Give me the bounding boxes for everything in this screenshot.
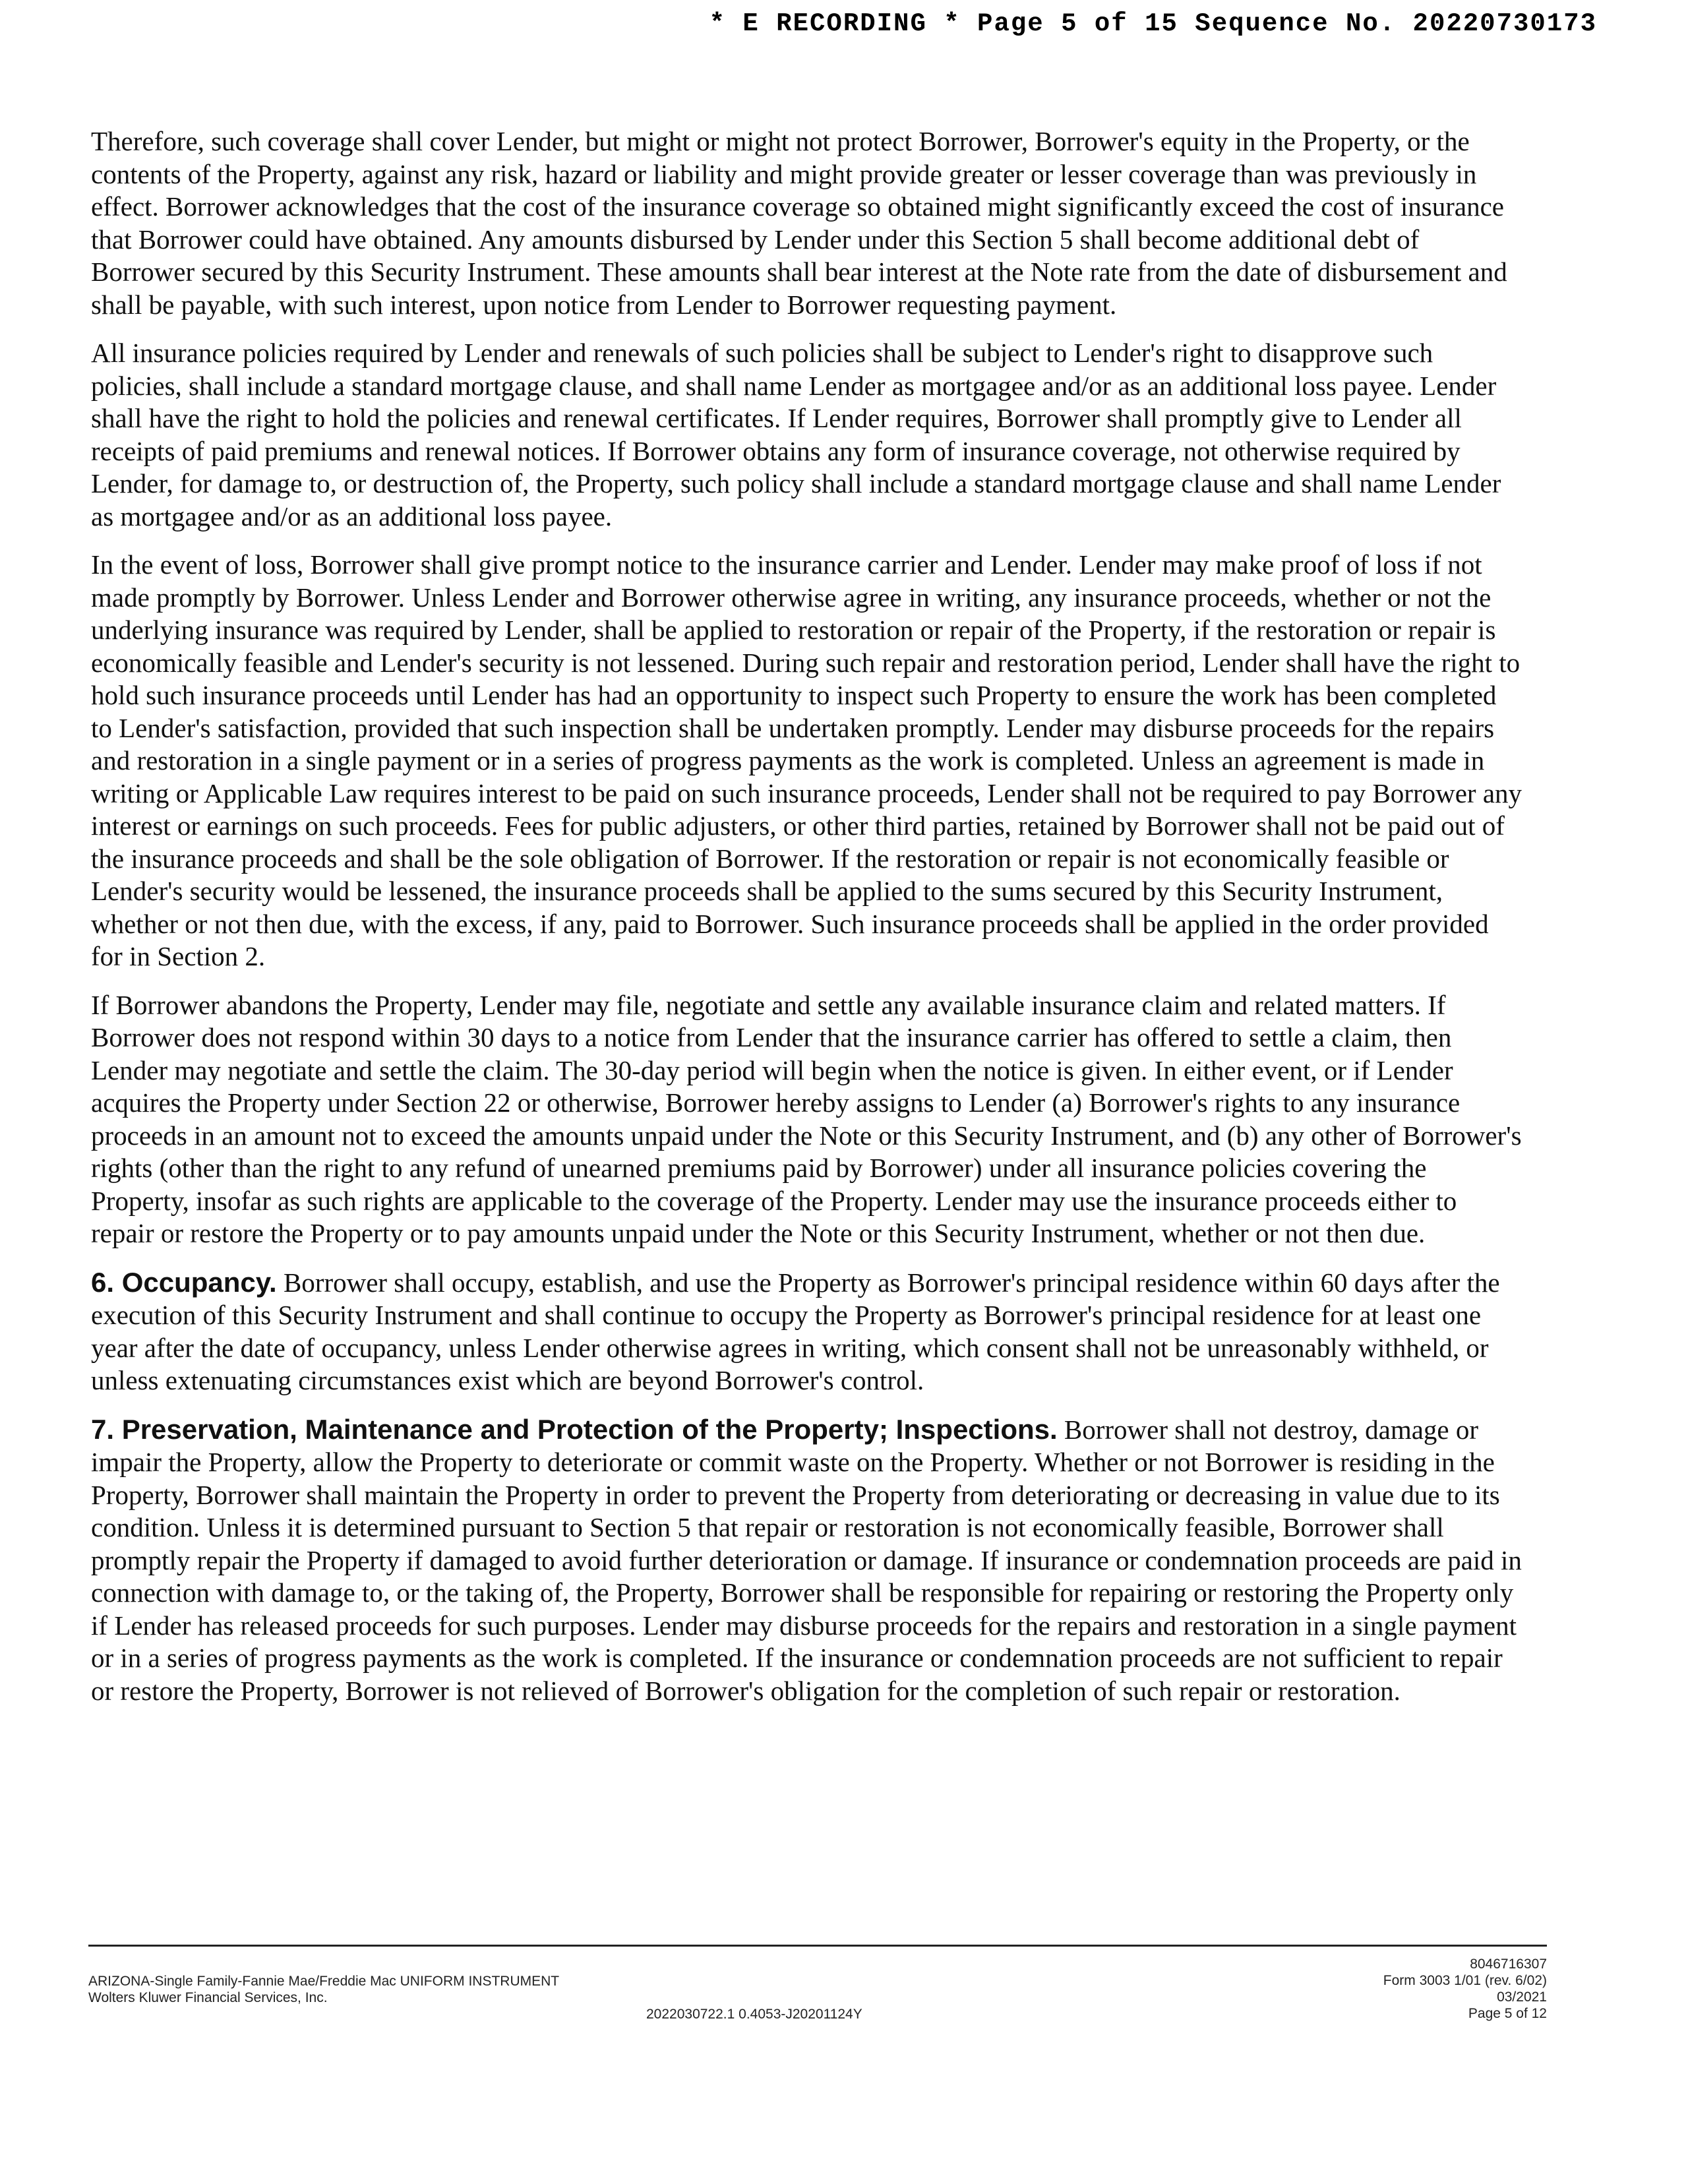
page-number: Page 5 of 12	[1468, 2006, 1547, 2021]
footer-right-block	[1383, 1956, 1547, 2022]
publisher: Wolters Kluwer Financial Services, Inc.	[88, 1990, 328, 2005]
page-footer	[88, 1956, 1547, 2035]
section-6-text: Borrower shall occupy, establish, and use the Property as Borrower's principal residence within 60 days after the execution of this Security Instrument and shall continue to occupy the Property as Borrower's principal residence for at least one year after the date of occupancy, unless Lender otherwise agrees in writing, which consent shall not be unreasonably withheld, or unless extenuating circumstances exist which are beyond Borrower's control.	[91, 1267, 1500, 1395]
loan-number: 8046716307	[1470, 1957, 1547, 1972]
section-6-heading: 6. Occupancy.	[91, 1266, 277, 1298]
document-code: 2022030722.1 0.4053-J20201124Y	[646, 2007, 862, 2022]
paragraph-policies: All insurance policies required by Lender and renewals of such policies shall be subject to Lender's right to disapprove such policies, shall include a standard mortgage clause, and shall name Lender as mortgagee and/or as an additional loss payee. Lender shall have the right to hold the policies and renewal certificates. If Lender requires, Borrower shall promptly give to Lender all receipts of paid premiums and renewal notices. If Borrower obtains any form of insurance coverage, not otherwise required by Lender, for damage to, or destruction of, the Property, such policy shall include a standard mortgage clause and shall name Lender as mortgagee and/or as an additional loss payee.	[91, 338, 1501, 531]
form-number: Form 3003 1/01 (rev. 6/02)	[1383, 1973, 1547, 1988]
section-6-occupancy	[91, 1266, 1523, 1397]
paragraph-coverage: Therefore, such coverage shall cover Lender, but might or might not protect Borrower, Borrower's equity in the Property, or the contents of the Property, against any risk, hazard or liability and might provide greater or lesser coverage than was previously in effect. Borrower acknowledges that the cost of the insurance coverage so obtained might significantly exceed the cost of insurance that Borrower could have obtained. Any amounts disbursed by Lender under this Section 5 shall become additional debt of Borrower secured by this Security Instrument. These amounts shall bear interest at the Note rate from the date of disbursement and shall be payable, with such interest, upon notice from Lender to Borrower requesting payment.	[91, 126, 1507, 320]
footer-divider	[88, 1945, 1547, 1947]
paragraph-abandonment: If Borrower abandons the Property, Lender may file, negotiate and settle any available insurance claim and related matters. If Borrower does not respond within 30 days to a notice from Lender that the insurance carrier has offered to settle a claim, then Lender may negotiate and settle the claim. The 30-day period will begin when the notice is given. In either event, or if Lender acquires the Property under Section 22 or otherwise, Borrower hereby assigns to Lender (a) Borrower's rights to any insurance proceeds in an amount not to exceed the amounts unpaid under the Note or this Security Instrument, and (b) any other of Borrower's rights (other than the right to any refund of unearned premiums paid by Borrower) under all insurance policies covering the Property, insofar as such rights are applicable to the coverage of the Property. Lender may use the insurance proceeds either to repair or restore the Property or to pay amounts unpaid under the Note or this Security Instrument, whether or not then due.	[91, 989, 1522, 1248]
recording-stamp-header: * E RECORDING * Page 5 of 15 Sequence No. 20220730173	[709, 9, 1597, 38]
section-7-preservation	[91, 1413, 1523, 1708]
revision-date: 03/2021	[1497, 1989, 1547, 2005]
paragraph-event-of-loss: In the event of loss, Borrower shall give prompt notice to the insurance carrier and Lender. Lender may make proof of loss if not made promptly by Borrower. Unless Lender and Borrower otherwise agree in writing, any insurance proceeds, whether or not the underlying insurance was required by Lender, shall be applied to restoration or repair of the Property, if the restoration or repair is economically feasible and Lender's security is not lessened. During such repair and restoration period, Lender shall have the right to hold such insurance proceeds until Lender has had an opportunity to inspect such Property to ensure the work has been completed to Lender's satisfaction, provided that such inspection shall be undertaken promptly. Lender may disburse proceeds for the repairs and restoration in a single payment or in a series of progress payments as the work is completed. Unless an agreement is made in writing or Applicable Law requires interest to be paid on such insurance proceeds, Lender shall not be required to pay Borrower any interest or earnings on such proceeds. Fees for public adjusters, or other third parties, retained by Borrower shall not be paid out of the insurance proceeds and shall be the sole obligation of Borrower. If the restoration or repair is not economically feasible or Lender's security would be lessened, the insurance proceeds shall be applied to the sums secured by this Security Instrument, whether or not then due, with the excess, if any, paid to Borrower. Such insurance proceeds shall be applied in the order provided for in Section 2.	[91, 549, 1522, 971]
document-body	[91, 125, 1523, 1723]
footer-center-block	[646, 2006, 862, 2022]
section-7-text: Borrower shall not destroy, damage or impair the Property, allow the Property to deteriorate or commit waste on the Property. Whether or not Borrower is residing in the Property, Borrower shall maintain the Property in order to prevent the Property from deteriorating or decreasing in value due to its condition. Unless it is determined pursuant to Section 5 that repair or restoration is not economically feasible, Borrower shall promptly repair the Property if damaged to avoid further deterioration or damage. If insurance or condemnation proceeds are paid in connection with damage to, or the taking of, the Property, Borrower shall be responsible for repairing or restoring the Property only if Lender has released proceeds for such purposes. Lender may disburse proceeds for the repairs and restoration in a single payment or in a series of progress payments as the work is completed. If the insurance or condemnation proceeds are not sufficient to repair or restore the Property, Borrower is not relieved of Borrower's obligation for the completion of such repair or restoration.	[91, 1414, 1522, 1706]
section-7-heading: 7. Preservation, Maintenance and Protection of the Property; Inspections.	[91, 1413, 1058, 1445]
footer-left-block	[88, 1973, 559, 2006]
form-title: ARIZONA-Single Family-Fannie Mae/Freddie Mac UNIFORM INSTRUMENT	[88, 1974, 560, 1989]
